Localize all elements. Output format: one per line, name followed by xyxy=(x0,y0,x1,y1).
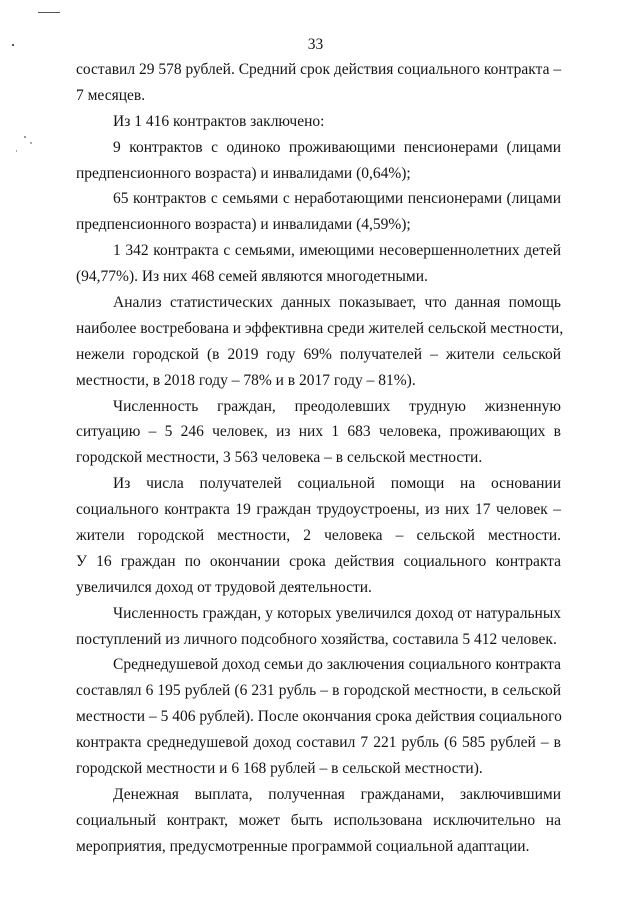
text-line: 7 месяцев. xyxy=(76,86,146,104)
text-line: городской местности, 3 563 человека – в сельской местности. xyxy=(76,449,483,467)
text-line: мероприятия, предусмотренные программой социальной адаптации. xyxy=(76,837,530,855)
paragraph-first-line: Анализ статистических данных показывает, что данная помощь xyxy=(113,294,561,312)
text-line: местности – 5 406 рублей). После окончания срока действия социального xyxy=(76,708,562,726)
text-line: ситуацию – 5 246 человек, из них 1 683 человека, проживающих в xyxy=(76,423,561,441)
paragraph-first-line: 1 342 контракта с семьями, имеющими несовершеннолетних детей xyxy=(113,242,561,260)
text-line: У 16 граждан по окончании срока действия социального контракта xyxy=(76,552,561,570)
text-line: социального контракта 19 граждан трудоустроены, из них 17 человек – xyxy=(76,501,561,519)
paragraph-first-line: Численность граждан, преодолевших трудную жизненную xyxy=(113,397,561,415)
text-line: наиболее востребована и эффективна среди жителей сельской местности, xyxy=(76,319,564,337)
text-line: поступлений из личного подсобного хозяйства, составила 5 412 человек. xyxy=(76,630,557,648)
text-line: местности, в 2018 году – 78% и в 2017 году – 81%). xyxy=(76,371,416,389)
paragraph-first-line: Денежная выплата, полученная гражданами, заключившими xyxy=(113,785,561,803)
text-line: городской местности и 6 168 рублей – в сельской местности). xyxy=(76,760,483,778)
scan-artifact-dot xyxy=(24,136,26,138)
document-body xyxy=(76,57,564,860)
text-line: предпенсионного возраста) и инвалидами (0,64%); xyxy=(76,164,411,182)
scan-artifact-line xyxy=(38,12,60,13)
text-line: социальный контракт, может быть использована исключительно на xyxy=(76,811,561,829)
text-line: составил 29 578 рублей. Средний срок действия социального контракта – xyxy=(76,61,562,78)
text-line: (94,77%). Из них 468 семей являются многодетными. xyxy=(76,268,428,286)
text-line: увеличился доход от трудовой деятельности. xyxy=(76,578,372,596)
paragraph-first-line: 9 контрактов с одиноко проживающими пенсионерами (лицами xyxy=(113,138,561,156)
text-line: нежели городской (в 2019 году 69% получателей – жители сельской xyxy=(76,345,561,363)
scan-artifact-dot xyxy=(16,150,17,152)
text-line: составлял 6 195 рублей (6 231 рубль – в городской местности, в сельской xyxy=(76,682,561,700)
text-line: предпенсионного возраста) и инвалидами (4,59%); xyxy=(76,216,411,234)
paragraph-first-line: Численность граждан, у которых увеличился доход от натуральных xyxy=(113,604,561,622)
page-number: 33 xyxy=(307,36,324,53)
paragraph-first-line: 65 контрактов с семьями с неработающими пенсионерами (лицами xyxy=(113,190,561,208)
paragraph-first-line: Из 1 416 контрактов заключено: xyxy=(113,112,325,130)
scan-artifact-dot xyxy=(30,142,32,144)
text-line: жители городской местности, 2 человека – сельской местности. xyxy=(76,527,561,545)
paragraph-first-line: Из числа получателей социальной помощи на основании xyxy=(113,475,561,493)
text-line: контракта среднедушевой доход составил 7 221 рубль (6 585 рублей – в xyxy=(76,734,561,752)
paragraph-first-line: Среднедушевой доход семьи до заключения социального контракта xyxy=(113,656,561,674)
